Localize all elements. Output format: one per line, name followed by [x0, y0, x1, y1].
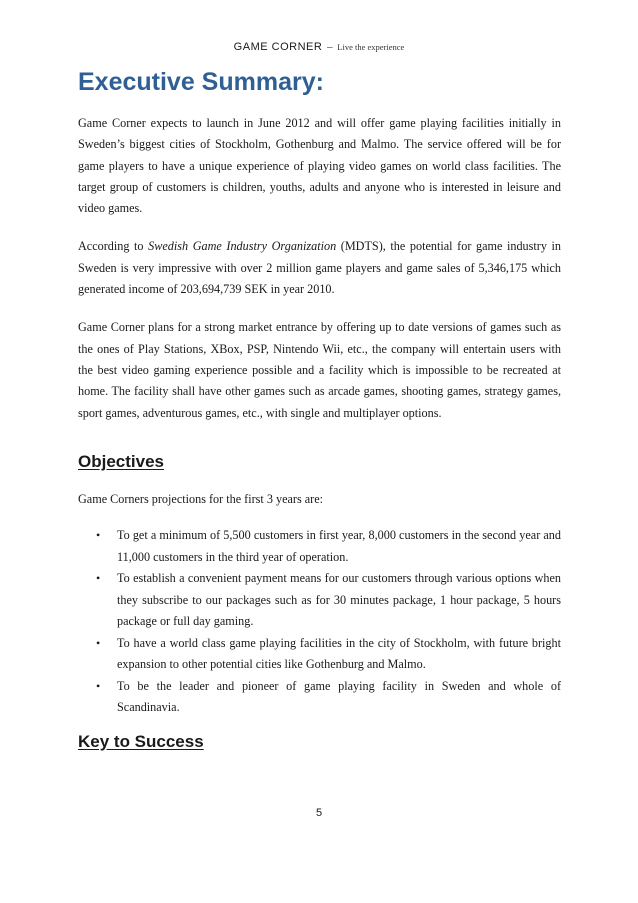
list-item — [78, 525, 561, 568]
objectives-list — [78, 525, 561, 719]
objective-text: To be the leader and pioneer of game playing facility in Sweden and whole of Scandinavia. — [117, 678, 561, 715]
organization-name: Swedish Game Industry Organization — [148, 239, 337, 254]
bullet-icon: • — [96, 635, 101, 650]
list-item — [78, 633, 561, 676]
key-to-success-heading: Key to Success — [78, 731, 204, 751]
paragraph-2-lead: According to — [78, 239, 149, 254]
bullet-icon: • — [96, 528, 101, 543]
summary-paragraph-1: Game Corner expects to launch in June 2012 and will offer game playing facilities initially in Sweden’s biggest cities of Stockholm, Gothenburg and Malmo. The service offered will be for game players to have a unique experience of playing video games on world class facilities. The target group of customers is children, youths, adults and anyone who is interested in leisure and video games. — [78, 116, 561, 216]
objective-text: To establish a convenient payment means for our customers through various options when they subscribe to our packages such as for 30 minutes package, 1 hour package, 5 hours package or full day gaming. — [117, 571, 561, 629]
objective-text: To get a minimum of 5,500 customers in first year, 8,000 customers in the second year and 11,000 customers in the third year of operation. — [117, 528, 561, 564]
objective-text: To have a world class game playing facilities in the city of Stockholm, with future bright expansion to other potential cities like Gothenburg and Malmo. — [117, 635, 561, 672]
objectives-heading: Objectives — [78, 451, 164, 471]
running-header — [0, 40, 638, 54]
page-content — [78, 66, 561, 753]
header-separator: – — [327, 41, 333, 53]
summary-paragraph-2 — [78, 236, 561, 300]
paragraph-2-rest: (MDTS), the potential for game industry in Sweden is very impressive with over 2 million game players and game sales of 5,346,175 which generated income of 203,694,739 SEK in year 2010. — [78, 239, 562, 297]
executive-summary-heading: Executive Summary: — [78, 68, 324, 96]
bullet-icon: • — [96, 571, 101, 586]
header-brand: GAME CORNER — [233, 41, 323, 53]
list-item — [78, 568, 561, 633]
objectives-intro: Game Corners projections for the first 3 years are: — [78, 491, 324, 506]
header-tagline: Live the experience — [337, 42, 405, 52]
summary-paragraph-3: Game Corner plans for a strong market entrance by offering up to date versions of games such as the ones of Play Stations, XBox, PSP, Nintendo Wii, etc., the company will entertain users with the best video gaming experience possible and a facility which is impossible to be recreated at home. The facility shall have other games such as arcade games, shooting games, strategy games, sport games, adventurous games, etc., with single and multiplayer options. — [78, 320, 561, 420]
bullet-icon: • — [96, 678, 101, 693]
page-number: 5 — [315, 807, 323, 819]
list-item — [78, 676, 561, 719]
